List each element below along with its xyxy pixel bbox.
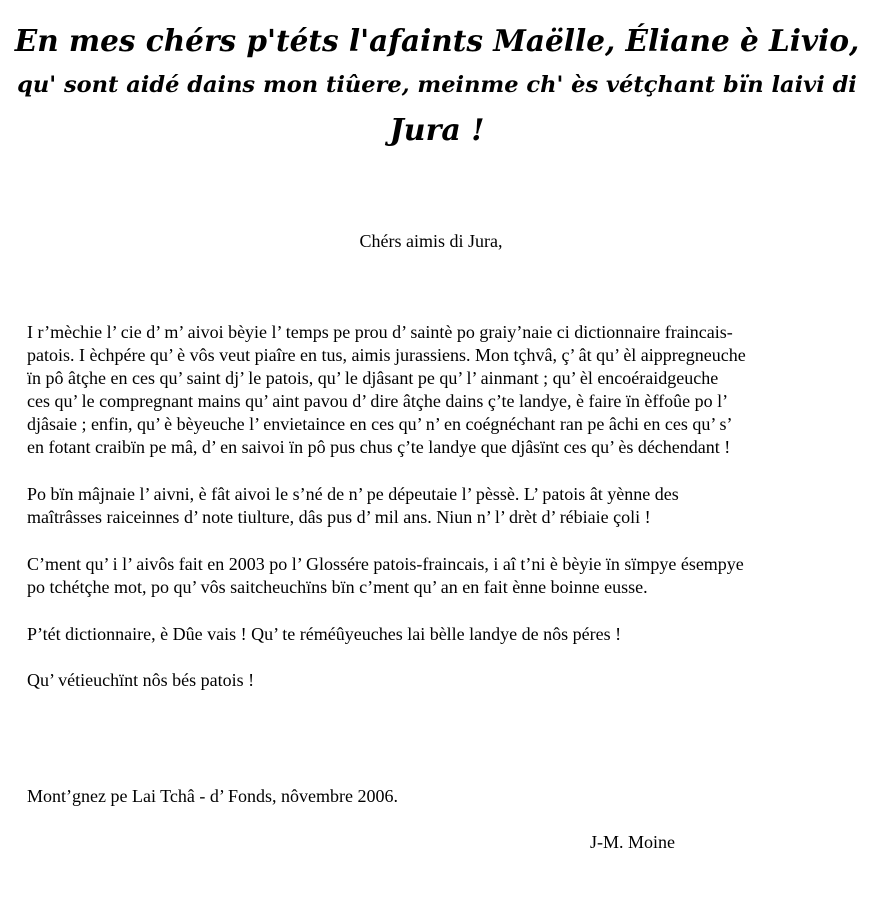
paragraph-line: C’ment qu’ i l’ aivôs fait en 2003 po l’ Glossére patois-fraincais, i aî t’ni è bèyie ïn sïmpye ésempye: [27, 554, 744, 574]
dedication-heading: [14, 18, 860, 153]
paragraph-line: I r’mèchie l’ cie d’ m’ aivoi bèyie l’ temps pe prou d’ saintè po graiy’naie ci dictionnaire fraincais-: [27, 322, 733, 342]
paragraph-line: Po bïn mâjnaie l’ aivni, è fât aivoi le s’né de n’ pe dépeutaie l’ pèssè. L’ patois ât yènne des: [27, 484, 679, 504]
paragraph-line: Qu’ vétieuchïnt nôs bés patois !: [27, 670, 255, 690]
paragraph-line: patois. I èchpére qu’ è vôs veut piaîre en tus, aimis jurassiens. Mon tçhvâ, ç’ ât qu’ èl aippregneuche: [27, 345, 746, 365]
paragraph-line: P’tét dictionnaire, è Dûe vais ! Qu’ te réméûyeuches lai bèlle landye de nôs péres !: [27, 624, 622, 644]
paragraph-line: ces qu’ le compregnant mains qu’ aint pavou d’ dire âtçhe dains ç’te landye, è faire ïn èffoûe po l’: [27, 391, 729, 411]
signature: J-M. Moine: [590, 832, 675, 852]
dedication-line: qu' sont aidé dains mon tiûere, meinme ch' ès vétçhant bïn laivi di: [17, 72, 857, 98]
paragraph-future: [27, 483, 847, 529]
paragraph-farewell: [27, 623, 847, 646]
salutation: Chérs aimis di Jura,: [359, 231, 503, 251]
paragraph-line: en fotant craibïn pe mâ, d’ en saivoi ïn pô pus chus ç’te landye que djâsïnt ces qu’ ès déchendant !: [27, 437, 731, 457]
paragraph-line: ïn pô âtçhe en ces qu’ saint dj’ le patois, qu’ le djâsant pe qu’ l’ ainmant ; qu’ èl encoéraidgeuche: [27, 368, 719, 388]
paragraph-line: maîtrâsses raiceinnes d’ note tiulture, dâs pus d’ mil ans. Niun n’ l’ drèt d’ rébiaie çoli !: [27, 507, 651, 527]
dedication-line: Jura !: [389, 113, 485, 148]
paragraph-closing: [27, 669, 847, 692]
paragraph-thanks: [27, 321, 847, 459]
paragraph-line: po tchétçhe mot, po qu’ vôs saitcheuchïns bïn c’ment qu’ an en fait ènne boinne eusse.: [27, 577, 648, 597]
place-date: Mont’gnez pe Lai Tchâ - d’ Fonds, nôvembre 2006.: [27, 786, 398, 806]
paragraph-glossary: [27, 553, 847, 599]
paragraph-line: djâsaie ; enfin, qu’ è bèyeuche l’ envietaince en ces qu’ n’ en coégnéchant ran pe âchi en ces qu’ s’: [27, 414, 733, 434]
dedication-line: En mes chérs p'téts l'afaints Maëlle, Éliane è Livio,: [14, 23, 860, 58]
